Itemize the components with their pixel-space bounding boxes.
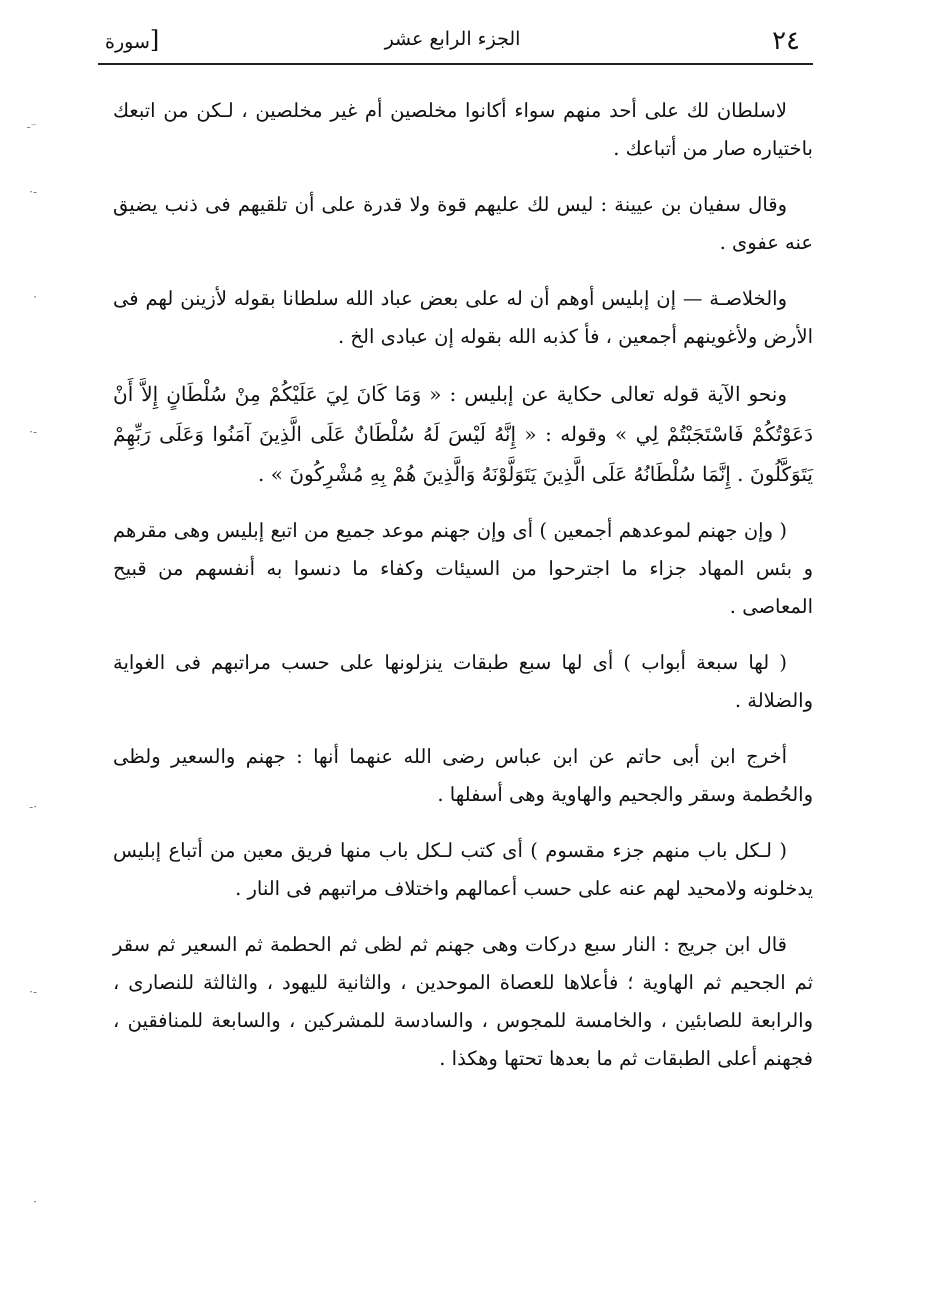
header-divider xyxy=(98,63,813,65)
surah-label-text: سورة xyxy=(105,31,150,53)
paragraph-5: ( وإن جهنم لموعدهم أجمعين ) أى وإن جهنم موعد جميع من اتبع إبليس وهى مقرهم و بئس المهاد جزاء ما اجترحوا من السيئات وكفاء ما دنسوا به أنفسهم من قبيح المعاصى . xyxy=(113,519,813,618)
scan-margin-mark-icon: ·- xyxy=(29,185,37,199)
scan-margin-mark-icon: -· xyxy=(29,800,37,814)
running-title: الجزء الرابع عشر xyxy=(384,28,521,50)
scan-margin-mark-icon: · xyxy=(33,1195,37,1209)
scan-margin-mark-icon: · xyxy=(33,290,37,304)
paragraph-3: والخلاصـة — إن إبليس أوهم أن له على بعض عباد الله سلطانا بقوله لأزينن لهم فى الأرض ولأغوينهم أجمعين ، فأ كذبه الله بقوله إن عبادى الخ . xyxy=(113,287,813,348)
paragraph-2: وقال سفيان بن عيينة : ليس لك عليهم قوة ولا قدرة على أن تلقيهم فى ذنب يضيق عنه عفوى . xyxy=(113,193,813,254)
page-body xyxy=(113,92,813,1096)
paragraph-6: ( لها سبعة أبواب ) أى لها سبع طبقات ينزلونها على حسب مراتبهم فى الغواية والضلالة . xyxy=(113,651,813,712)
paragraph-1: لاسلطان لك على أحد منهم سواء أكانوا مخلصين أم غير مخلصين ، لـكن من اتبعك باختياره صار من أتباعك . xyxy=(113,99,813,160)
scan-margin-mark-icon: -⁻ xyxy=(26,120,37,134)
scan-margin-mark-icon: ·- xyxy=(29,425,37,439)
surah-bracket-icon: [ xyxy=(149,26,160,54)
page-header xyxy=(105,20,800,60)
paragraph-4-verses: ونحو الآية قوله تعالى حكاية عن إبليس : « وَمَا كَانَ لِيَ عَلَيْكُمْ مِنْ سُلْطَانٍ إِلاَّ أَنْ دَعَوْتُكُمْ فَاسْتَجَبْتُمْ لِي » وقوله : « إِنَّهُ لَيْسَ لَهُ سُلْطَانٌ عَلَى الَّذِينَ آمَنُوا وَعَلَى رَبِّهِمْ يَتَوَكَّلُونَ . إِنَّمَا سُلْطَانُهُ عَلَى الَّذِينَ يَتَوَلَّوْنَهُ وَالَّذِينَ هُمْ بِهِ مُشْرِكُونَ » . xyxy=(113,382,813,486)
paragraph-9: قال ابن جريج : النار سبع دركات وهى جهنم ثم لظى ثم الحطمة ثم السعير ثم سقر ثم الجحيم ثم الهاوية ؛ فأعلاها للعصاة الموحدين ، والثانية لليهود ، والثالثة للنصارى ، والرابعة للصابئين ، والخامسة للمجوس ، والسادسة للمشركين ، والسابعة للمنافقين ، فجهنم أعلى الطبقات ثم ما بعدها تحتها وهكذا . xyxy=(113,933,813,1070)
paragraph-8: ( لـكل باب منهم جزء مقسوم ) أى كتب لـكل باب منها فريق معين من أتباع إبليس يدخلونه ولامحيد لهم عنه على حسب أعمالهم واختلاف مراتبهم فى النار . xyxy=(113,839,813,900)
page-number: ٢٤ xyxy=(772,26,800,56)
scan-margin-mark-icon: ·- xyxy=(29,985,37,999)
surah-label xyxy=(105,28,159,53)
paragraph-7: أخرج ابن أبى حاتم عن ابن عباس رضى الله عنهما أنها : جهنم والسعير ولظى والحُطمة وسقر والجحيم والهاوية وهى أسفلها . xyxy=(113,745,813,806)
